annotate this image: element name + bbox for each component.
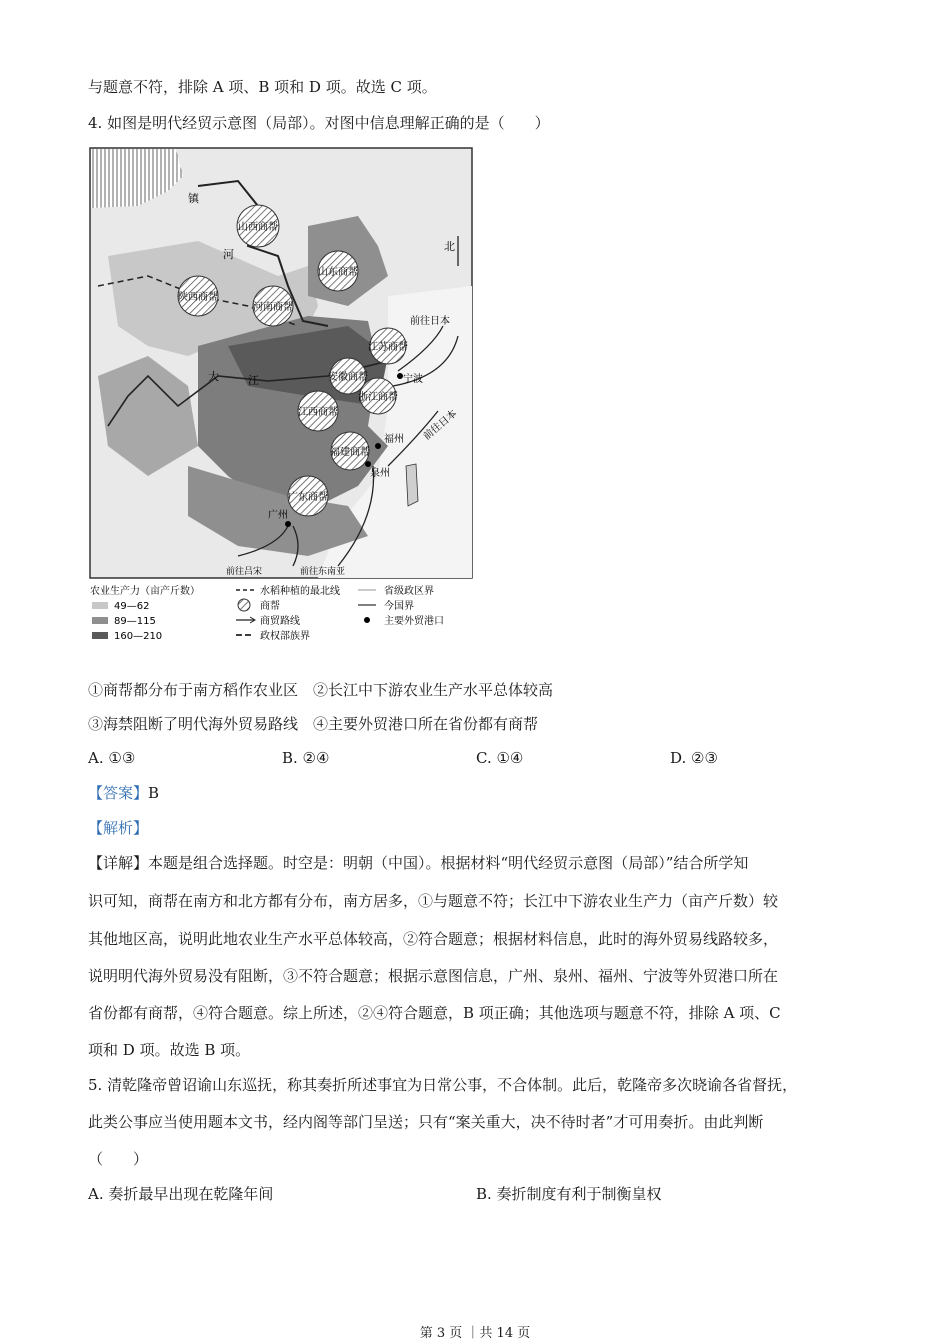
merchant-group-marker [237, 205, 279, 247]
place-label: 泉州 [370, 468, 390, 479]
north-arrow-label: 北 [444, 240, 455, 253]
place-label: 河 [223, 248, 234, 261]
svg-text:福建商帮: 福建商帮 [330, 447, 370, 458]
detail-tag: 【详解】 [88, 854, 149, 872]
question-5-stem: 此类公事应当使用题本文书，经内阁等部门呈送；只有“案关重大，决不待时者”才可用奏折。由此判断 [88, 1113, 764, 1131]
option-d: D. ②③ [670, 749, 718, 767]
question-5-stem: （ ） [88, 1150, 149, 1168]
svg-text:今国界: 今国界 [384, 601, 414, 612]
merchant-group-marker [298, 391, 338, 431]
q5-option-b: B. 奏折制度有利于制衡皇权 [476, 1185, 662, 1203]
option-b: B. ②④ [282, 749, 330, 767]
port-fuzhou [375, 443, 381, 449]
svg-text:商帮: 商帮 [260, 601, 280, 612]
page-footer: 第 3 页 ｜共 14 页 [419, 1326, 531, 1341]
place-label: 镇 [188, 192, 199, 205]
answer-tag: 【答案】 [88, 784, 149, 802]
svg-text:浙江商帮: 浙江商帮 [358, 392, 398, 403]
merchant-group-marker [178, 276, 218, 316]
svg-text:陕西商帮: 陕西商帮 [178, 292, 218, 303]
detail-line: 识可知，商帮在南方和北方都有分布，南方居多，①与题意不符；长江中下游农业生产力（亩产斤数）较 [88, 892, 779, 910]
detail-line: 说明明代海外贸易没有阻断，③不符合题意；根据示意图信息，广州、泉州、福州、宁波等外贸港口所在 [88, 967, 779, 985]
svg-text:商贸路线: 商贸路线 [260, 616, 300, 627]
question-5-stem: 5. 清乾隆帝曾诏谕山东巡抚，称其奏折所述事宜为日常公事，不合体制。此后，乾隆帝多次晓谕各省督抚， [88, 1076, 798, 1094]
place-label: 前往东南亚 [300, 567, 346, 577]
svg-text:广东商帮: 广东商帮 [288, 492, 328, 503]
place-label: 前往日本 [421, 408, 460, 443]
svg-text:49—62: 49—62 [114, 601, 150, 612]
place-label: 江 [248, 374, 259, 387]
ming-trade-map [88, 146, 474, 656]
map-legend [90, 584, 444, 642]
place-label: 宁波 [403, 374, 423, 385]
option-a: A. ①③ [88, 749, 136, 767]
svg-text:江西商帮: 江西商帮 [298, 407, 338, 418]
detail-line: 省份都有商帮，④符合题意。综上所述，②④符合题意，B 项正确；其他选项与题意不符，排除 A 项、C [88, 1004, 781, 1022]
statements-line-2: ③海禁阻断了明代海外贸易路线 ④主要外贸港口所在省份都有商帮 [88, 715, 539, 733]
place-label: 福州 [384, 434, 404, 445]
detail-line [88, 853, 748, 873]
svg-text:省级政区界: 省级政区界 [384, 586, 434, 597]
svg-text:河南商帮: 河南商帮 [253, 302, 293, 313]
merchant-group-marker [288, 476, 328, 516]
question-4-stem: 4. 如图是明代经贸示意图（局部）。对图中信息理解正确的是（ ） [88, 114, 550, 132]
svg-text:政权部族界: 政权部族界 [260, 631, 310, 642]
svg-text:农业生产力（亩产斤数）: 农业生产力（亩产斤数） [90, 586, 200, 597]
svg-text:89—115: 89—115 [114, 616, 156, 627]
answer-value: B [148, 784, 160, 802]
place-label: 前往吕宋 [226, 567, 263, 577]
detail-text: 本题是组合选择题。时空是：明朝（中国）。根据材料“明代经贸示意图（局部）”结合所学知 [148, 854, 749, 872]
svg-text:主要外贸港口: 主要外贸港口 [384, 616, 444, 627]
merchant-group-marker [253, 286, 293, 326]
detail-line: 项和 D 项。故选 B 项。 [88, 1041, 251, 1059]
detail-line: 其他地区高，说明此地农业生产水平总体较高，②符合题意；根据材料信息，此时的海外贸易线路较多， [88, 930, 779, 948]
answer-line [88, 783, 159, 803]
analysis-tag: 【解析】 [88, 819, 149, 837]
svg-text:160—210: 160—210 [114, 631, 163, 642]
svg-text:江苏商帮: 江苏商帮 [368, 342, 408, 353]
place-label: 前往日本 [410, 316, 450, 327]
merchant-group-marker [330, 432, 370, 470]
svg-text:安徽商帮: 安徽商帮 [328, 372, 368, 383]
port-guangzhou [285, 521, 291, 527]
svg-text:水稻种植的最北线: 水稻种植的最北线 [260, 586, 340, 597]
svg-text:山东商帮: 山东商帮 [318, 267, 358, 278]
svg-text:山西商帮: 山西商帮 [238, 222, 278, 233]
option-c: C. ①④ [476, 749, 524, 767]
merchant-group-marker [318, 251, 358, 291]
statements-line-1: ①商帮都分布于南方稻作农业区 ②长江中下游农业生产水平总体较高 [88, 681, 554, 699]
place-label: 大 [208, 370, 219, 383]
q5-option-a: A. 奏折最早出现在乾隆年间 [88, 1185, 274, 1203]
prev-answer-line: 与题意不符，排除 A 项、B 项和 D 项。故选 C 项。 [88, 78, 437, 96]
place-label: 广州 [268, 510, 288, 521]
